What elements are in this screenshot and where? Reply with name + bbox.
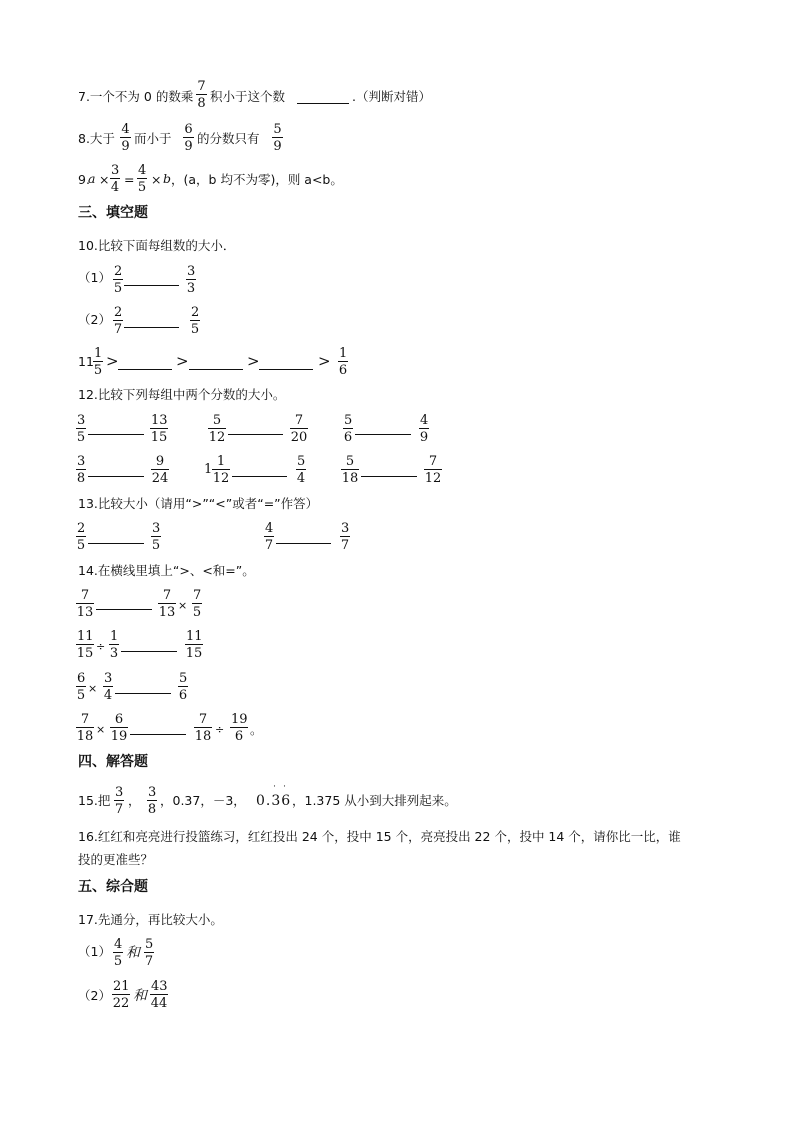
q12-r2-blank-3[interactable] (361, 476, 417, 477)
denominator: 20 (290, 430, 308, 445)
numerator: 7 (76, 713, 94, 728)
numerator: 3 (148, 785, 157, 800)
numerator: 2 (114, 305, 123, 320)
q8-after: 的分数只有 (197, 131, 260, 146)
q12-r2-blank-2[interactable] (232, 476, 287, 477)
q14-r4-op-1: × (96, 723, 106, 736)
denominator: 9 (121, 139, 130, 154)
q7-blank[interactable] (297, 103, 349, 104)
numerator: 3 (77, 413, 86, 428)
q12-r1-blank-3[interactable] (355, 434, 411, 435)
q12-r2-whole-number: 1 (204, 462, 213, 477)
q15-fraction-2 (147, 786, 157, 816)
denominator: 7 (340, 538, 350, 553)
q11-blank-3[interactable] (259, 369, 313, 370)
q9-var-a: a (88, 171, 96, 186)
q14-r3-blank[interactable] (115, 693, 171, 694)
denominator: 18 (76, 729, 94, 744)
q17-p1-fraction-1 (113, 938, 123, 968)
numerator: 5 (297, 454, 306, 469)
q9-times: × (99, 172, 110, 187)
numerator: 4 (114, 937, 123, 952)
denominator: 5 (192, 605, 202, 620)
q14-r4-end: 。 (250, 722, 263, 737)
q16-line-1: 16.红红和亮亮进行投篮练习，红红投出 24 个，投中 15 个，亮亮投出 22 个，投中 14 个，请你比一比，谁 (78, 829, 681, 844)
q14-r4-f1 (76, 713, 94, 743)
numerator: 7 (197, 79, 206, 94)
q11-fraction-2 (338, 347, 348, 377)
repeating-dot-icon: ˙ (282, 785, 287, 796)
q14-r2-f2 (109, 630, 119, 660)
numerator: 4 (420, 413, 429, 428)
denominator: 5 (93, 363, 103, 378)
numerator: 7 (158, 589, 176, 604)
q13-title: 13.比较大小（请用“>”“<”或者“=”作答） (78, 496, 319, 511)
numerator: 3 (341, 521, 350, 536)
numerator: 7 (193, 588, 202, 603)
numerator: 2 (77, 521, 86, 536)
q14-r1-f3 (192, 589, 202, 619)
q7-after: 积小于这个数 (210, 89, 286, 104)
q8-fraction-2 (183, 123, 194, 153)
q15-label: 15.把 (78, 793, 111, 808)
denominator: 6 (234, 729, 244, 744)
denominator: 6 (343, 430, 353, 445)
q14-r3-f3 (178, 672, 188, 702)
q12-r2-f3 (212, 455, 230, 485)
denominator: 9 (273, 139, 282, 154)
q11-blank-2[interactable] (189, 369, 243, 370)
q7-label: 7.一个不为 0 的数乘 (78, 89, 194, 104)
q15-fraction-1 (114, 786, 124, 816)
denominator: 12 (208, 430, 226, 445)
denominator: 15 (185, 646, 203, 661)
q9-times-2: × (151, 172, 162, 187)
q12-r2-f5 (341, 455, 359, 485)
q9-label: 9. (78, 172, 90, 187)
q11-blank-1[interactable] (118, 369, 172, 370)
q17-p2-fraction-2 (150, 980, 168, 1010)
q14-r4-f2 (110, 713, 128, 743)
q7-tail: .（判断对错） (352, 89, 431, 104)
denominator: 5 (151, 538, 161, 553)
denominator: 18 (341, 471, 359, 486)
q15-mid: ，0.37，－3， (160, 793, 246, 808)
q10-p1-blank[interactable] (124, 285, 179, 286)
q15-tail: ，1.375 从小到大排列起来。 (292, 793, 457, 808)
denominator: 19 (110, 729, 128, 744)
q12-r1-f4 (290, 414, 308, 444)
q12-r1-f3 (208, 414, 226, 444)
q13-blank-1[interactable] (88, 543, 144, 544)
q12-title: 12.比较下列每组中两个分数的大小。 (78, 387, 286, 402)
denominator: 6 (338, 363, 348, 378)
q14-r3-f1 (76, 672, 86, 702)
numerator: 1 (339, 346, 348, 361)
numerator: 11 (77, 629, 94, 644)
denominator: 5 (137, 180, 147, 195)
numerator: 5 (341, 455, 359, 470)
q8-label: 8.大于 (78, 131, 115, 146)
q12-r2-f6 (424, 455, 442, 485)
q14-r2-f1 (76, 630, 94, 660)
numerator: 6 (110, 713, 128, 728)
denominator: 12 (212, 471, 230, 486)
repeating-dot-icon: ˙ (272, 785, 277, 796)
q14-title: 14.在横线里填上“>、<和=”。 (78, 563, 255, 578)
q10-p2-fraction-1 (113, 306, 123, 336)
q8-fraction-3 (272, 123, 283, 153)
q14-r4-blank[interactable] (130, 734, 186, 735)
numerator: 7 (290, 414, 308, 429)
q17-p1-he: 和 (126, 945, 140, 961)
q17-title: 17.先通分，再比较大小。 (78, 912, 223, 927)
denominator: 15 (76, 646, 94, 661)
denominator: 5 (76, 538, 86, 553)
q14-r1-f2 (158, 589, 176, 619)
denominator: 3 (186, 281, 196, 296)
numerator: 4 (138, 163, 147, 178)
denominator: 7 (264, 538, 274, 553)
q13-f2 (151, 522, 161, 552)
q14-r4-op-2: ÷ (215, 723, 225, 736)
q11-gt-2: > (176, 352, 189, 370)
denominator: 13 (76, 605, 94, 620)
denominator: 6 (178, 688, 188, 703)
q14-r2-blank[interactable] (121, 651, 177, 652)
q9-var-b: b (163, 171, 172, 186)
q12-r1-f1 (76, 414, 86, 444)
q10-p2-fraction-2 (190, 306, 200, 336)
section-heading-5: 五、综合题 (78, 879, 148, 895)
denominator: 5 (190, 322, 200, 337)
numerator: 7 (76, 589, 94, 604)
q16-line-2: 投的更准些？ (78, 852, 154, 867)
q10-part1-label: （1） (78, 270, 111, 285)
q7-fraction (196, 80, 207, 110)
q13-f4 (340, 522, 350, 552)
q11-gt-1: > (106, 352, 119, 370)
q12-r1-f6 (419, 414, 429, 444)
q17-p2-he: 和 (133, 988, 147, 1004)
q10-part2-label: （2） (78, 312, 111, 327)
q14-r1-blank[interactable] (96, 609, 152, 610)
q9-tail: ，(a，b 均不为零)，则 a<b。 (171, 172, 343, 187)
q14-r4-f3 (194, 713, 212, 743)
q12-r1-blank-1[interactable] (88, 434, 144, 435)
q11-label: 11. (78, 354, 98, 369)
q9-fraction-2 (137, 164, 147, 194)
numerator: 1 (110, 629, 119, 644)
denominator: 44 (150, 996, 168, 1011)
q12-r2-f1 (76, 455, 86, 485)
denominator: 3 (109, 646, 119, 661)
denominator: 18 (194, 729, 212, 744)
denominator: 8 (76, 471, 86, 486)
denominator: 5 (76, 688, 86, 703)
denominator: 5 (113, 281, 123, 296)
q12-r2-f2 (151, 455, 169, 485)
numerator: 6 (77, 671, 86, 686)
numerator: 6 (184, 122, 193, 137)
numerator: 21 (113, 979, 130, 994)
numerator: 5 (273, 122, 282, 137)
q12-r1-f2 (150, 414, 168, 444)
q17-p2-fraction-1 (112, 980, 130, 1010)
q14-r3-f2 (103, 672, 113, 702)
numerator: 1 (94, 346, 103, 361)
numerator: 3 (152, 521, 161, 536)
denominator: 4 (103, 688, 113, 703)
numerator: 5 (208, 414, 226, 429)
q14-r4-f4 (230, 713, 248, 743)
numerator: 3 (77, 454, 86, 469)
numerator: 3 (187, 264, 196, 279)
q12-r2-blank-1[interactable] (88, 476, 144, 477)
numerator: 5 (179, 671, 188, 686)
denominator: 5 (76, 430, 86, 445)
q14-r2-op: ÷ (96, 640, 106, 653)
denominator: 4 (296, 471, 306, 486)
q11-fraction-1 (93, 347, 103, 377)
q11-gt-3: > (247, 352, 260, 370)
numerator: 9 (151, 455, 169, 470)
q14-r3-op: × (88, 682, 98, 695)
q13-f3 (264, 522, 274, 552)
numerator: 2 (191, 305, 200, 320)
q17-part1-label: （1） (78, 944, 111, 959)
numerator: 3 (104, 671, 113, 686)
numerator: 43 (151, 979, 168, 994)
denominator: 7 (113, 322, 123, 337)
q11-gt-4: > (318, 352, 331, 370)
q10-p1-fraction-1 (113, 265, 123, 295)
denominator: 7 (144, 954, 154, 969)
denominator: 7 (114, 802, 124, 817)
q10-title: 10.比较下面每组数的大小． (78, 238, 236, 253)
numerator: 5 (344, 413, 353, 428)
numerator: 19 (231, 712, 248, 727)
q13-f1 (76, 522, 86, 552)
numerator: 13 (151, 413, 168, 428)
numerator: 2 (114, 264, 123, 279)
q15-repeating-decimal: 0.36 (256, 793, 292, 809)
denominator: 22 (112, 996, 130, 1011)
denominator: 5 (113, 954, 123, 969)
section-heading-3: 三、填空题 (78, 205, 148, 221)
q17-part2-label: （2） (78, 988, 111, 1003)
q10-p2-blank[interactable] (124, 327, 179, 328)
denominator: 9 (184, 139, 193, 154)
numerator: 4 (121, 122, 130, 137)
numerator: 5 (145, 937, 154, 952)
q13-blank-2[interactable] (276, 543, 331, 544)
denominator: 24 (151, 471, 169, 486)
numerator: 3 (111, 163, 120, 178)
denominator: 4 (110, 180, 120, 195)
q12-r2-f4 (296, 455, 306, 485)
q8-mid: 而小于 (134, 131, 172, 146)
denominator: 15 (150, 430, 168, 445)
numerator: 3 (115, 785, 124, 800)
numerator: 11 (186, 629, 203, 644)
q12-r1-f5 (343, 414, 353, 444)
q12-r1-blank-2[interactable] (228, 434, 283, 435)
numerator: 7 (424, 455, 442, 470)
denominator: 8 (197, 96, 206, 111)
q14-r1-f1 (76, 589, 94, 619)
q15-comma: ， (128, 793, 141, 808)
q9-equals: = (124, 172, 135, 187)
denominator: 12 (424, 471, 442, 486)
numerator: 4 (265, 521, 274, 536)
q9-fraction-1 (110, 164, 120, 194)
q14-r2-f3 (185, 630, 203, 660)
numerator: 1 (212, 455, 230, 470)
section-heading-4: 四、解答题 (78, 754, 148, 770)
q8-fraction-1 (120, 123, 131, 153)
q14-r1-op: × (178, 599, 188, 612)
denominator: 13 (158, 605, 176, 620)
denominator: 8 (147, 802, 157, 817)
denominator: 9 (419, 430, 429, 445)
q10-p1-fraction-2 (186, 265, 196, 295)
numerator: 7 (194, 713, 212, 728)
q17-p1-fraction-2 (144, 938, 154, 968)
